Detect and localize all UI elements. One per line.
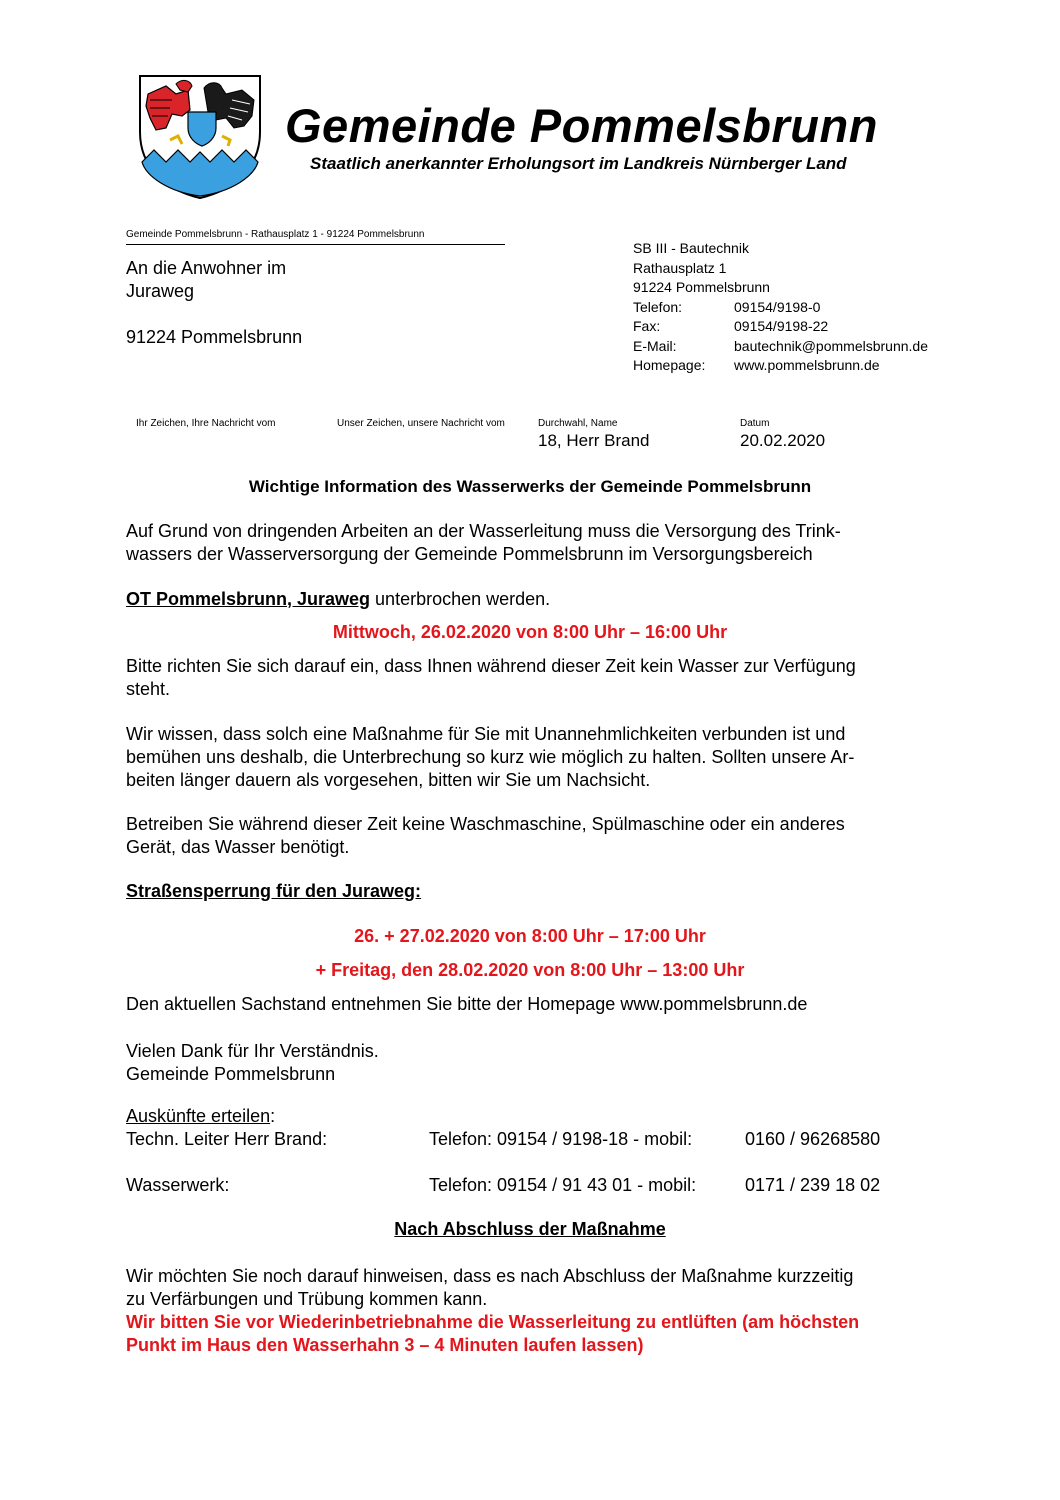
contact-value: 09154/9198-22 [734,318,829,334]
contact-person-row [126,1128,946,1151]
text-line: wassers der Wasserversorgung der Gemeinde Pommelsbrunn im Versorgungsbereich [126,544,813,564]
paragraph-intro [126,520,946,566]
text-line: beiten länger dauern als vorgesehen, bitten wir Sie um Nachsicht. [126,770,651,790]
paragraph-after [126,1265,946,1357]
contact-person-mobile: 0171 / 239 18 02 [745,1175,881,1195]
after-measure-heading: Nach Abschluss der Maßnahme [394,1219,666,1239]
affected-area-rest: unterbrochen werden. [370,589,551,609]
closure-heading-text: Straßensperrung für den Juraweg: [126,881,422,901]
contact-value: bautechnik@pommelsbrunn.de [734,337,928,354]
contact-row-homepage [633,356,928,376]
contact-person-phone: Telefon: 09154 / 9198-18 - mobil: [429,1129,693,1149]
text-line: Wir möchten Sie noch darauf hinweisen, dass es nach Abschluss der Maßnahme kurzzeitig [126,1266,854,1286]
info-label-text: Auskünfte erteilen [126,1106,271,1126]
dial-label: Durchwahl, Name [538,418,618,429]
contact-city: 91224 Pommelsbrunn [633,279,770,295]
text-line: Vielen Dank für Ihr Verständnis. [126,1041,379,1061]
text-line: Gemeinde Pommelsbrunn [126,1064,336,1084]
status-line [126,993,946,1016]
contact-row-phone [633,298,928,318]
contact-label: E-Mail: [633,337,677,354]
recipient-address [126,257,302,349]
sender-contact-block [633,239,928,376]
contact-label: Fax: [633,318,661,334]
contact-value: www.pommelsbrunn.de [734,357,880,373]
sender-address-line: Gemeinde Pommelsbrunn - Rathausplatz 1 - 91224 Pommelsbrunn [126,229,505,245]
page-title: Gemeinde Pommelsbrunn [285,99,878,152]
recipient-line: Juraweg [126,281,195,301]
affected-area [126,588,946,611]
contact-person-phone: Telefon: 09154 / 91 43 01 - mobil: [429,1175,697,1195]
contact-value: 09154/9198-0 [734,298,821,315]
contact-person-mobile: 0160 / 96268580 [745,1129,881,1149]
interruption-date: Mittwoch, 26.02.2020 von 8:00 Uhr – 16:00 Uhr [332,622,728,642]
contact-label: Homepage: [633,357,706,373]
contact-label: Telefon: [633,298,683,315]
text-line: Gerät, das Wasser benötigt. [126,837,350,857]
text-line: steht. [126,679,171,699]
contact-person-name: Wasserwerk: [126,1175,230,1195]
contact-street: Rathausplatz 1 [633,259,727,276]
text-line: zu Verfärbungen und Trübung kommen kann. [126,1289,488,1309]
closure-date-2: + Freitag, den 28.02.2020 von 8:00 Uhr – 13:00 Uhr [315,960,745,980]
contact-dept: SB III - Bautechnik [633,240,749,256]
text-line: Den aktuellen Sachstand entnehmen Sie bitte der Homepage www.pommelsbrunn.de [126,994,808,1014]
dial-value: 18, Herr Brand [538,431,650,450]
contact-row-email [633,337,928,357]
paragraph-apology [126,723,946,792]
paragraph-appliances [126,813,946,859]
thanks-block [126,1040,946,1086]
affected-area-name: OT Pommelsbrunn, Juraweg [126,589,371,609]
warning-line: Punkt im Haus den Wasserhahn 3 – 4 Minuten laufen lassen) [126,1335,644,1355]
text-line: Auf Grund von dringenden Arbeiten an der Wasserleitung muss die Versorgung des Trink- [126,521,841,541]
info-label [126,1105,946,1128]
closure-date-1: 26. + 27.02.2020 von 8:00 Uhr – 17:00 Uhr [354,926,706,946]
paragraph-notice [126,655,946,701]
text-line: Bitte richten Sie sich darauf ein, dass Ihnen während dieser Zeit kein Wasser zur Verfügung [126,656,856,676]
coat-of-arms-logo [136,70,264,200]
text-line: bemühen uns deshalb, die Unterbrechung so kurz wie möglich zu halten. Sollten unsere Ar- [126,747,855,767]
road-closure-heading [126,880,946,903]
contact-row-fax [633,317,928,337]
your-reference-label: Ihr Zeichen, Ihre Nachricht vom [136,418,276,429]
page-subtitle: Staatlich anerkannter Erholungsort im Landkreis Nürnberger Land [310,154,847,173]
our-reference-label: Unser Zeichen, unsere Nachricht vom [337,418,505,429]
date-label: Datum [740,418,770,429]
text-line: Wir wissen, dass solch eine Maßnahme für Sie mit Unannehmlichkeiten verbunden ist und [126,724,846,744]
warning-line: Wir bitten Sie vor Wiederinbetriebnahme die Wasserleitung zu entlüften (am höchsten [126,1312,860,1332]
letter-heading: Wichtige Information des Wasserwerks der Gemeinde Pommelsbrunn [248,477,812,496]
date-value: 20.02.2020 [740,431,826,450]
contact-person-name: Techn. Leiter Herr Brand: [126,1129,328,1149]
info-label-colon: : [270,1106,276,1126]
recipient-line: An die Anwohner im [126,258,287,278]
recipient-line: 91224 Pommelsbrunn [126,327,303,347]
contact-person-row [126,1174,946,1197]
text-line: Betreiben Sie während dieser Zeit keine Waschmaschine, Spülmaschine oder ein anderes [126,814,845,834]
